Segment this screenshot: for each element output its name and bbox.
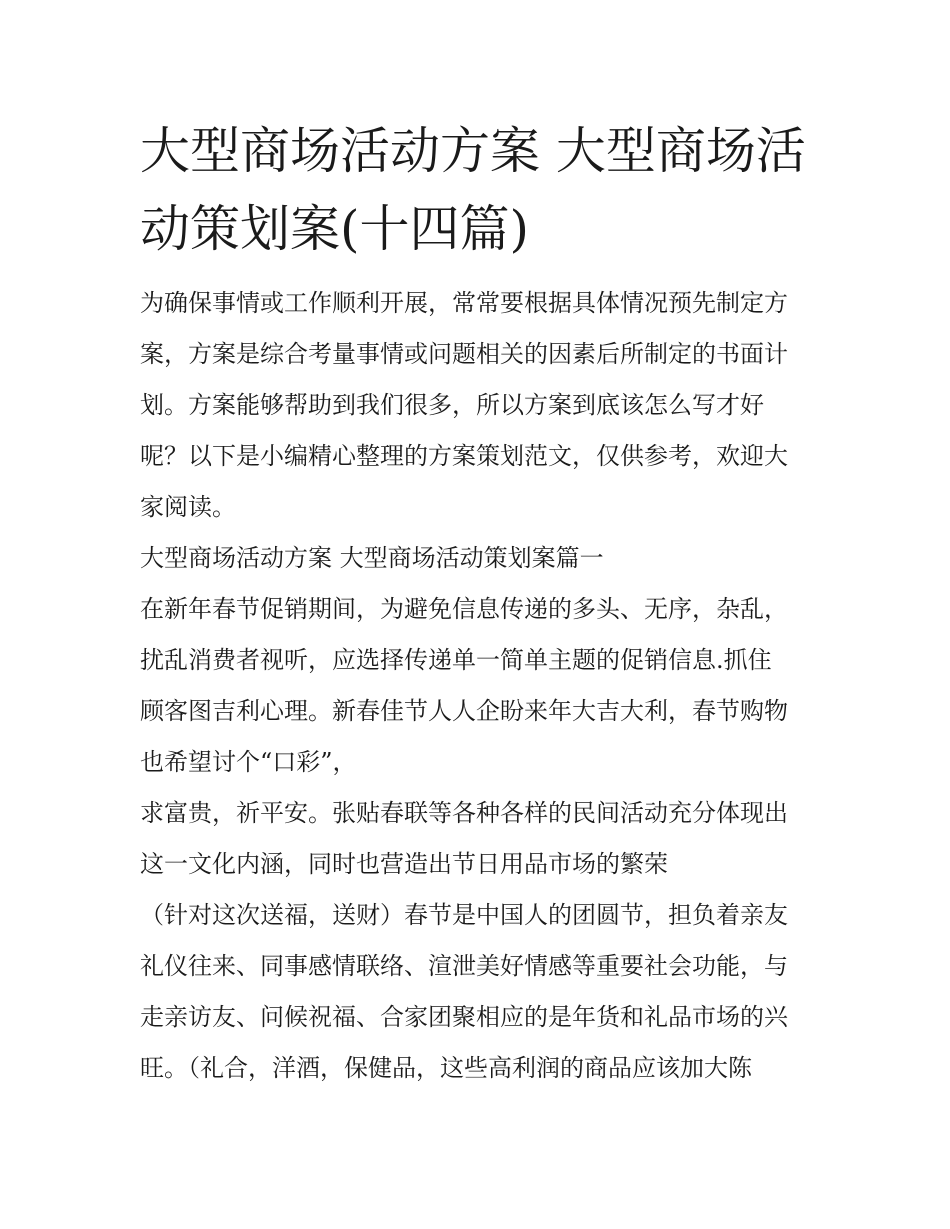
title-line-1: 大型商场活动方案 大型商场活 [140, 122, 806, 180]
body-line: 礼仪往来、同事感情联络、渲泄美好情感等重要社会功能，与 [140, 952, 788, 980]
title-line-2: 动策划案(十四篇) [140, 200, 530, 258]
body-line: 也希望讨个“口彩”， [140, 748, 357, 776]
document-title [140, 112, 820, 268]
body-line: 家阅读。 [140, 493, 236, 521]
section-heading: 大型商场活动方案 大型商场活动策划案篇一 [140, 544, 604, 572]
body-line: 这一文化内涵，同时也营造出节日用品市场的繁荣 [140, 850, 668, 878]
body-line: 顾客图吉利心理。新春佳节人人企盼来年大吉大利，春节购物 [140, 697, 788, 725]
body-line: 案，方案是综合考量事情或问题相关的因素后所制定的书面计 [140, 340, 788, 368]
body-line: 划。方案能够帮助到我们很多，所以方案到底该怎么写才好 [140, 391, 764, 419]
body-line: 呢？以下是小编精心整理的方案策划范文，仅供参考，欢迎大 [140, 442, 788, 470]
body-line: 扰乱消费者视听，应选择传递单一简单主题的促销信息.抓住 [140, 646, 772, 674]
body-line: 走亲访友、问候祝福、合家团聚相应的是年货和礼品市场的兴 [140, 1003, 788, 1031]
body-line: 为确保事情或工作顺利开展，常常要根据具体情况预先制定方 [140, 289, 788, 317]
body-line: 求富贵，祈平安。张贴春联等各种各样的民间活动充分体现出 [140, 799, 788, 827]
body-line: 旺。（礼合，洋酒，保健品，这些高利润的商品应该加大陈 [140, 1054, 752, 1082]
body-line: （针对这次送福，送财）春节是中国人的团圆节，担负着亲友 [140, 901, 788, 929]
document-body [140, 278, 820, 1094]
body-line: 在新年春节促销期间，为避免信息传递的多头、无序，杂乱， [140, 595, 788, 623]
